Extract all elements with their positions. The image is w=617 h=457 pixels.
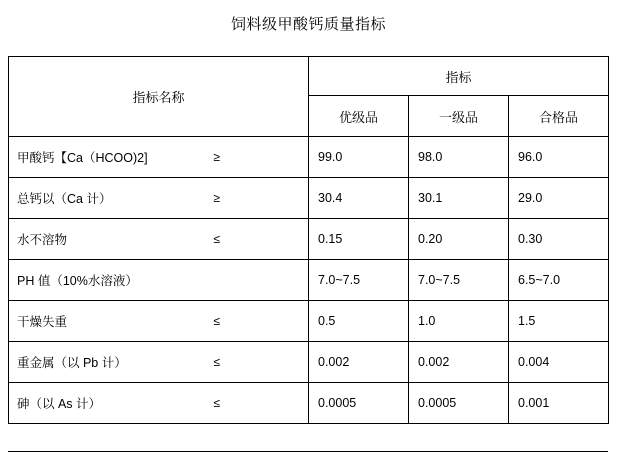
value-text: 1.0 (418, 314, 436, 328)
value-text: 0.004 (518, 355, 550, 369)
row-name-cell (9, 383, 309, 424)
bottom-rule (8, 451, 608, 452)
value-text: 0.001 (518, 396, 550, 410)
row-name-cell (9, 137, 309, 178)
table-header-row (9, 57, 609, 96)
value-text: 99.0 (318, 150, 343, 164)
row-value-qualified (509, 178, 609, 219)
row-label: 甲酸钙【Ca（HCOO)2] (17, 151, 148, 165)
row-value-qualified (509, 301, 609, 342)
subheader-cell-qualified: 合格品 (509, 96, 609, 137)
row-symbol: ≤ (213, 396, 220, 410)
row-value-premium (309, 383, 409, 424)
row-value-premium (309, 260, 409, 301)
row-value-first (409, 219, 509, 260)
row-value-first (409, 260, 509, 301)
row-value-premium (309, 342, 409, 383)
value-text: 0.0005 (418, 396, 457, 410)
row-value-qualified (509, 137, 609, 178)
row-value-premium (309, 178, 409, 219)
row-label: 干燥失重 (17, 315, 68, 329)
header-cell-group: 指标 (309, 57, 609, 96)
value-text: 0.002 (318, 355, 350, 369)
table-row (9, 383, 609, 424)
row-label: PH 值（10%水溶液） (17, 274, 138, 288)
value-text: 0.0005 (318, 396, 357, 410)
value-text: 29.0 (518, 191, 543, 205)
value-text: 30.4 (318, 191, 343, 205)
table-row (9, 260, 609, 301)
row-name-cell (9, 219, 309, 260)
row-label: 总钙以（Ca 计） (17, 192, 112, 206)
table-row (9, 137, 609, 178)
table-row (9, 219, 609, 260)
value-text: 98.0 (418, 150, 443, 164)
table-row (9, 301, 609, 342)
row-symbol: ≤ (213, 314, 220, 328)
row-value-first (409, 137, 509, 178)
row-symbol: ≤ (213, 232, 220, 246)
value-text: 0.15 (318, 232, 343, 246)
subheader-cell-first: 一级品 (409, 96, 509, 137)
table-row (9, 178, 609, 219)
table-row (9, 342, 609, 383)
value-text: 7.0~7.5 (318, 273, 361, 287)
value-text: 1.5 (518, 314, 536, 328)
row-value-first (409, 383, 509, 424)
value-text: 0.30 (518, 232, 543, 246)
row-value-qualified (509, 260, 609, 301)
value-text: 96.0 (518, 150, 543, 164)
value-text: 0.5 (318, 314, 336, 328)
row-name-cell (9, 301, 309, 342)
spec-table (8, 56, 609, 424)
value-text: 0.20 (418, 232, 443, 246)
row-value-premium (309, 301, 409, 342)
row-symbol: ≤ (213, 355, 220, 369)
row-value-premium (309, 219, 409, 260)
row-name-cell (9, 260, 309, 301)
row-value-premium (309, 137, 409, 178)
value-text: 6.5~7.0 (518, 273, 561, 287)
row-symbol: ≥ (213, 150, 220, 164)
row-symbol: ≥ (213, 191, 220, 205)
row-label: 水不溶物 (17, 233, 68, 247)
row-label: 重金属（以 Pb 计） (17, 356, 127, 370)
row-name-cell (9, 342, 309, 383)
row-value-qualified (509, 219, 609, 260)
header-cell-name: 指标名称 (9, 57, 309, 137)
row-label: 砷（以 As 计） (17, 397, 102, 411)
subheader-cell-premium: 优级品 (309, 96, 409, 137)
row-value-first (409, 178, 509, 219)
row-value-qualified (509, 342, 609, 383)
row-value-first (409, 342, 509, 383)
row-value-qualified (509, 383, 609, 424)
row-name-cell (9, 178, 309, 219)
value-text: 0.002 (418, 355, 450, 369)
value-text: 7.0~7.5 (418, 273, 461, 287)
page-title: 饲料级甲酸钙质量指标 (230, 16, 386, 33)
spec-table-container (8, 56, 608, 424)
row-value-first (409, 301, 509, 342)
value-text: 30.1 (418, 191, 443, 205)
